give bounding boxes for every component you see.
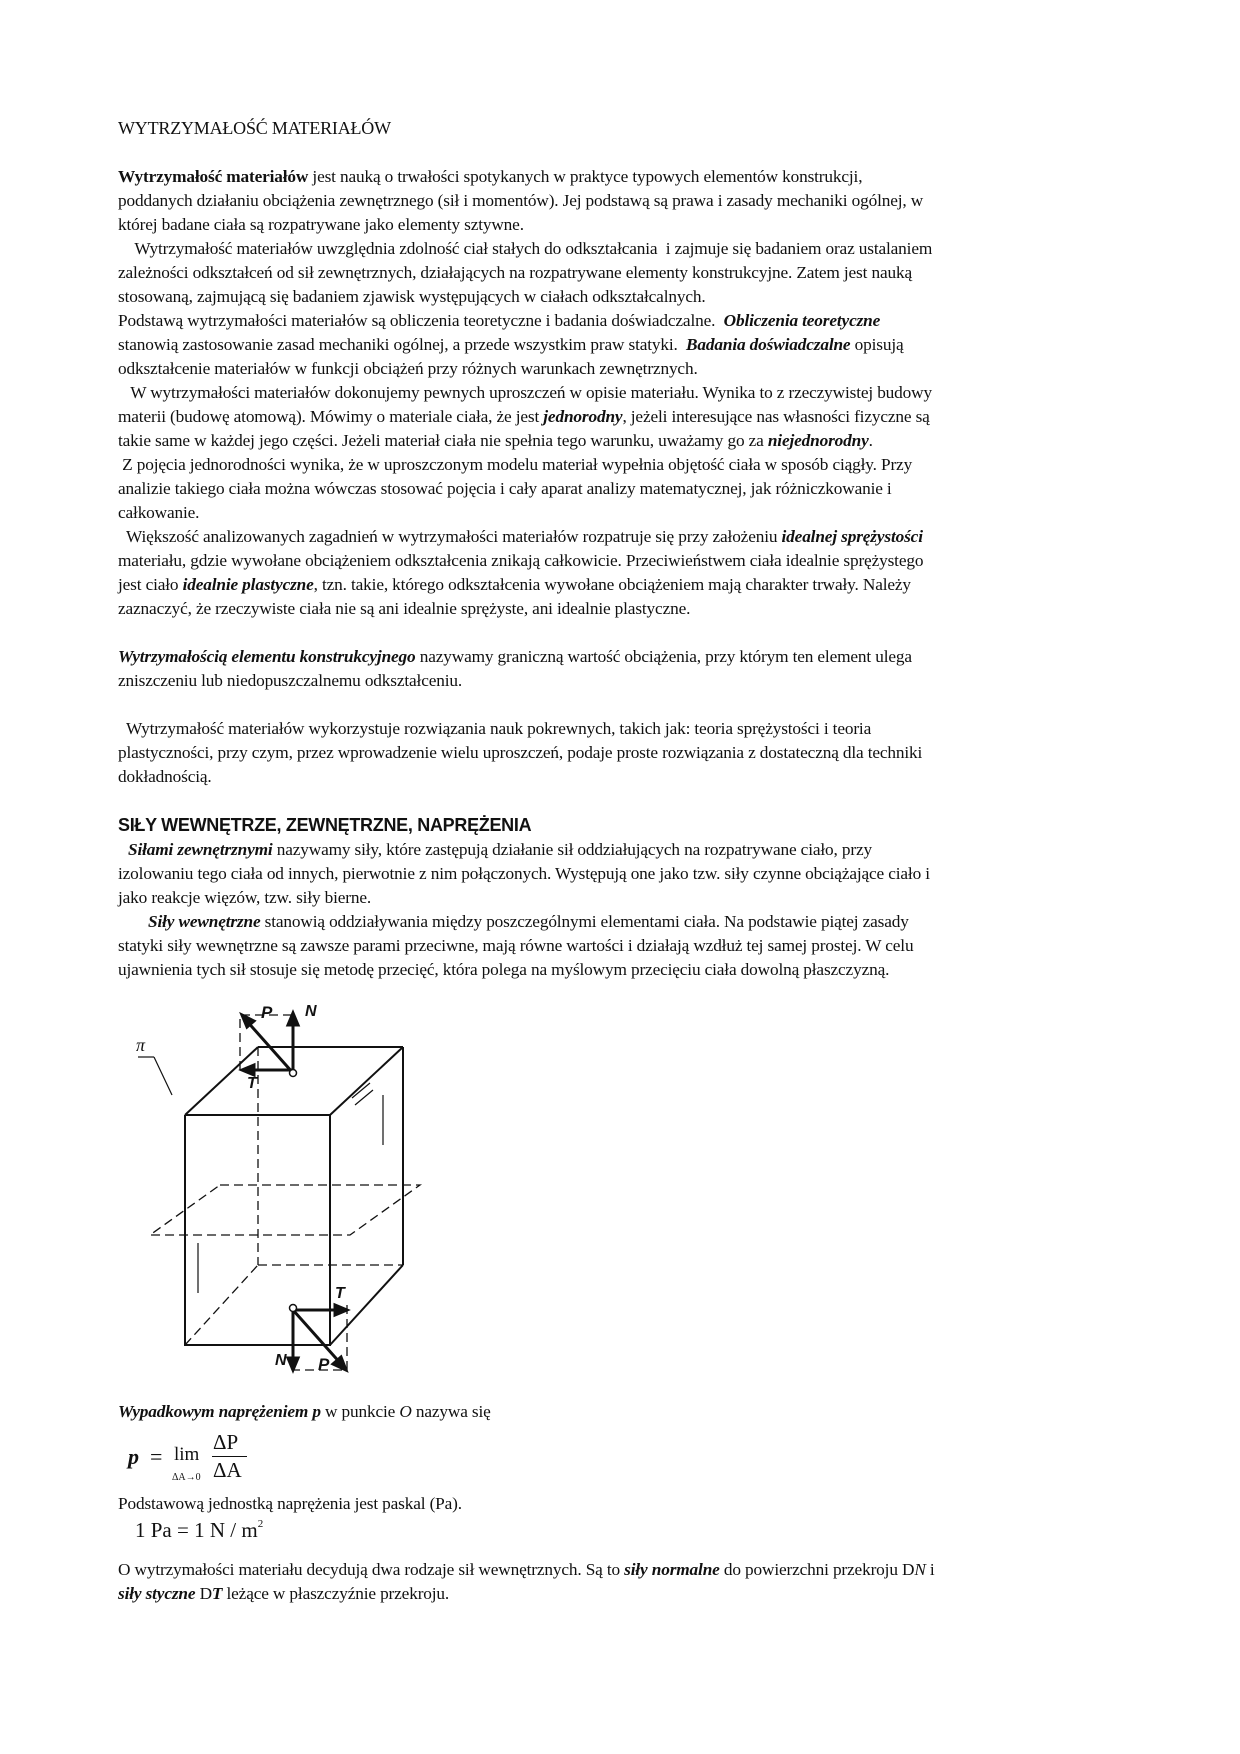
paragraph-line: zależności odkształceń od sił zewnętrznych, działających na rozpatrywane elementy konstrukcyjne. Zatem jest nauką [118,263,912,282]
paragraph-line: której badane ciała są rozpatrywane jako elementy sztywne. [118,215,524,234]
label-T-top: T [247,1075,257,1092]
paragraph-line: poddanych działaniu obciążenia zewnętrznego (sił i momentów). Jej podstawą są prawa i zasady mechaniki ogólnej, w [118,191,924,210]
paragraph-line: Wytrzymałość materiałów uwzględnia zdolność ciał stałych do odkształcania i zajmuje się badaniem oraz ustalaniem [118,239,933,258]
term-italic: niejednorodny [767,431,869,450]
paragraph-line: O wytrzymałości materiału decydują dwa rodzaje sił wewnętrznych. Są to siły normalne do powierzchni przekroju DN i [118,1560,935,1579]
document-page: WYTRZYMAŁOŚĆ MATERIAŁÓW Wytrzymałość materiałów jest nauką o trwałości spotykanych w praktyce typowych elementów konstrukcji, poddanych działaniu obciążenia zewnętrznego (sił i momentów). Jej podstawą są prawa i zasady mechaniki ogólnej, w której badane ciała są rozpatrywane jako elementy sztywne. Wytrzymałość materiałów uwzględnia zdolność ciał stałych do odkształcania i zajmuje się badaniem oraz ustalaniem zależności odkształceń od sił zewnętrznych, działających na rozpatrywane elementy konstrukcyjne. Zatem jest nauką stosowaną, zajmującą się badaniem zjawisk występujących w ciałach odkształcalnych. Podstawą wytrzymałości materiałów są obliczenia teoretyczne i badania doświadczalne. Obliczenia teoretyczne stanowią zastosowanie zasad mechaniki ogólnej, a przede wszystkim praw statyki. Badania doświadczalne opisują odkształcenie materiałów w funkcji obciążeń przy różnych warunkach zewnętrznych. W wytrzymałości materiałów dokonujemy pewnych uproszczeń w opisie materiału. Wynika to z rzeczywistej budowy materii (budowę atomową). Mówimy o materiale ciała, że jest jednorodny, jeżeli interesujące nas własności fizyczne są takie same w każdej jego części. Jeżeli materiał ciała nie spełnia tego warunku, uważamy go za niejednorodny. Z pojęcia jednorodności wynika, że w uproszczonym modelu materiał wypełnia objętość ciała w sposób ciągły. Przy analizie takiego ciała można wówczas stosować pojęcia i cały aparat analizy matematycznej, jak różniczkowanie i całkowanie. Większość analizowanych zagadnień w wytrzymałości materiałów rozpatruje się przy założeniu idealnej sprężystości materiału, gdzie wywołane obciążeniem odkształcenia znikają całkowicie. Przeciwieństwem ciała idealnie sprężystego jest ciało idealnie plastyczne, tzn. takie, którego odkształcenia wywołane obciążeniem mają charakter trwały. Należy zaznaczyć, że rzeczywiste ciała nie są ani idealnie sprężyste, ani idealnie plastyczne. Wytrzymałością elementu konstrukcyjnego nazywamy graniczną wartość obciążenia, przy którym ten element ulega zniszczeniu lub niedopuszczalnemu odkształceniu. Wytrzymałość materiałów wykorzystuje rozwiązania nauk pokrewnych, takich jak: teoria sprężystości i teoria plastyczności, przy czym, przez wprowadzenie wielu uproszczeń, podaje proste rozwiązania z dostateczną dla techniki dokładnością. SIŁY WEWNĘTRZE, ZEWNĘTRZNE, NAPRĘŻENIA Siłami zewnętrznymi nazywamy siły, które zastępują działanie sił oddziałujących na rozpatrywane ciało, przy izolowaniu tego ciała od innych, pierwotnie z nim połączonych. Występują one jako tzw. siły czynne obciążające ciało i jako reakcje więzów, tzw. siły bierne. Siły wewnętrzne stanowią oddziaływania między poszczególnymi elementami ciała. Na podstawie piątej zasady statyki siły wewnętrzne są zawsze parami przeciwne, mają równe wartości i działają wzdłuż tej samej prostej. W celu ujawnienia tych sił stosuje się metodę przecięć, która polega na myślowym przecięciu ciała dowolną płaszczyzną. P N T π T N P Wypadkowym naprężeniem p w punkcie O nazywa się p = lim ΔA→0 ΔP ΔA Podstawową jednostką naprężenia jest paskal (Pa). 1 Pa = 1 N / $m^2$ O wytrzymałości materiału decydują dwa rodzaje sił wewnętrznych. Są to siły normalne do powierzchni przekroju DN i siły styczne DT leżące w płaszczyźnie przekroju. [0,0,1240,1754]
paragraph-line: Większość analizowanych zagadnień w wytrzymałości materiałów rozpatruje się przy założeniu idealnej sprężystości [118,527,923,546]
page-title: WYTRZYMAŁOŚĆ MATERIAŁÓW [118,118,391,138]
paragraph-line: całkowanie. [118,503,200,522]
paragraph-line: W wytrzymałości materiałów dokonujemy pewnych uproszczeń w opisie materiału. Wynika to z rzeczywistej budowy [118,383,932,402]
term-italic: Wytrzymałością elementu konstrukcyjnego [118,647,416,666]
paragraph-line: Wypadkowym naprężeniem p w punkcie O nazywa się [118,1402,491,1421]
paragraph-line: jako reakcje więzów, tzw. siły bierne. [118,888,372,907]
paragraph-line: materii (budowę atomową). Mówimy o materiale ciała, że jest jednorodny, jeżeli interesujące nas własności fizyczne są [118,407,930,426]
section-cube-diagram [130,995,440,1385]
term-italic: siły normalne [624,1560,720,1579]
unit-formula: 1 Pa = 1 N / $m^2$ [135,1518,264,1542]
paragraph-line: jest ciało idealnie plastyczne, tzn. takie, którego odkształcenia wywołane obciążeniem mają charakter trwały. Należy [118,575,911,594]
paragraph-line: Z pojęcia jednorodności wynika, że w uproszczonym modelu materiał wypełnia objętość ciała w sposób ciągły. Przy [118,455,913,474]
paragraph-line: stosowaną, zajmującą się badaniem zjawisk występujących w ciałach odkształcalnych. [118,287,706,306]
paragraph-line: statyki siły wewnętrzne są zawsze parami przeciwne, mają równe wartości i działają wzdłuż tej samej prostej. W celu [118,936,914,955]
cube-figure-icon [130,995,440,1385]
label-pi: π [136,1035,146,1055]
paragraph-line: Podstawową jednostką naprężenia jest paskal (Pa). [118,1494,462,1513]
paragraph-line: Siłami zewnętrznymi nazywamy siły, które zastępują działanie sił oddziałujących na rozpatrywane ciało, przy [128,840,872,859]
term-italic: Badania doświadczalne [686,335,851,354]
label-N-bottom: N [275,1352,287,1369]
paragraph-line: Wytrzymałością elementu konstrukcyjnego nazywamy graniczną wartość obciążenia, przy którym ten element ulega [118,647,912,666]
term-italic: jednorodny [543,407,623,426]
term-italic: Wypadkowym naprężeniem p [118,1402,321,1421]
term-italic: Siły wewnętrzne [148,912,261,931]
term-bold: Wytrzymałość materiałów [118,167,309,186]
label-N-top: N [305,1003,317,1020]
paragraph-line: siły styczne DT leżące w płaszczyźnie przekroju. [118,1584,450,1603]
paragraph-line: zniszczeniu lub niedopuszczalnemu odkształceniu. [118,671,463,690]
section-heading: SIŁY WEWNĘTRZE, ZEWNĘTRZNE, NAPRĘŻENIA [118,815,532,835]
term-italic: idealnej sprężystości [781,527,923,546]
paragraph-line: takie same w każdej jego części. Jeżeli materiał ciała nie spełnia tego warunku, uważamy go za niejednorodny. [118,431,873,450]
paragraph-line: materiału, gdzie wywołane obciążeniem odkształcenia znikają całkowicie. Przeciwieństwem ciała idealnie sprężystego [118,551,924,570]
paragraph-line: ujawnienia tych sił stosuje się metodę przecięć, która polega na myślowym przecięciu ciała dowolną płaszczyzną. [118,960,890,979]
paragraph-line: stanowią zastosowanie zasad mechaniki ogólnej, a przede wszystkim praw statyki. Badania doświadczalne opisują [118,335,904,354]
label-P-bottom: P [318,1355,330,1374]
term-italic: Obliczenia teoretyczne [723,311,881,330]
paragraph-line: izolowaniu tego ciała od innych, pierwotnie z nim połączonych. Występują one jako tzw. siły czynne obciążające ciało i [118,864,930,883]
paragraph-line: Siły wewnętrzne stanowią oddziaływania między poszczególnymi elementami ciała. Na podstawie piątej zasady [148,912,909,931]
paragraph-line: dokładnością. [118,767,212,786]
paragraph-line: zaznaczyć, że rzeczywiste ciała nie są ani idealnie sprężyste, ani idealnie plastyczne. [118,599,691,618]
paragraph-line: analizie takiego ciała można wówczas stosować pojęcia i cały aparat analizy matematycznej, jak różniczkowanie i [118,479,892,498]
paragraph-line: Podstawą wytrzymałości materiałów są obliczenia teoretyczne i badania doświadczalne. Obliczenia teoretyczne [118,311,881,330]
term-italic: siły styczne [118,1584,196,1603]
paragraph-line: Wytrzymałość materiałów jest nauką o trwałości spotykanych w praktyce typowych elementów konstrukcji, [118,167,863,186]
paragraph-line: plastyczności, przy czym, przez wprowadzenie wielu uproszczeń, podaje proste rozwiązania z dostateczną dla techniki [118,743,923,762]
label-P-top: P [261,1003,273,1022]
term-italic: Siłami zewnętrznymi [128,840,273,859]
term-italic: idealnie plastyczne [182,575,314,594]
fraction-bar [212,1456,247,1457]
label-T-bottom: T [335,1285,345,1302]
paragraph-line: Wytrzymałość materiałów wykorzystuje rozwiązania nauk pokrewnych, takich jak: teoria sprężystości i teoria [118,719,872,738]
paragraph-line: odkształcenie materiałów w funkcji obciążeń przy różnych warunkach zewnętrznych. [118,359,698,378]
